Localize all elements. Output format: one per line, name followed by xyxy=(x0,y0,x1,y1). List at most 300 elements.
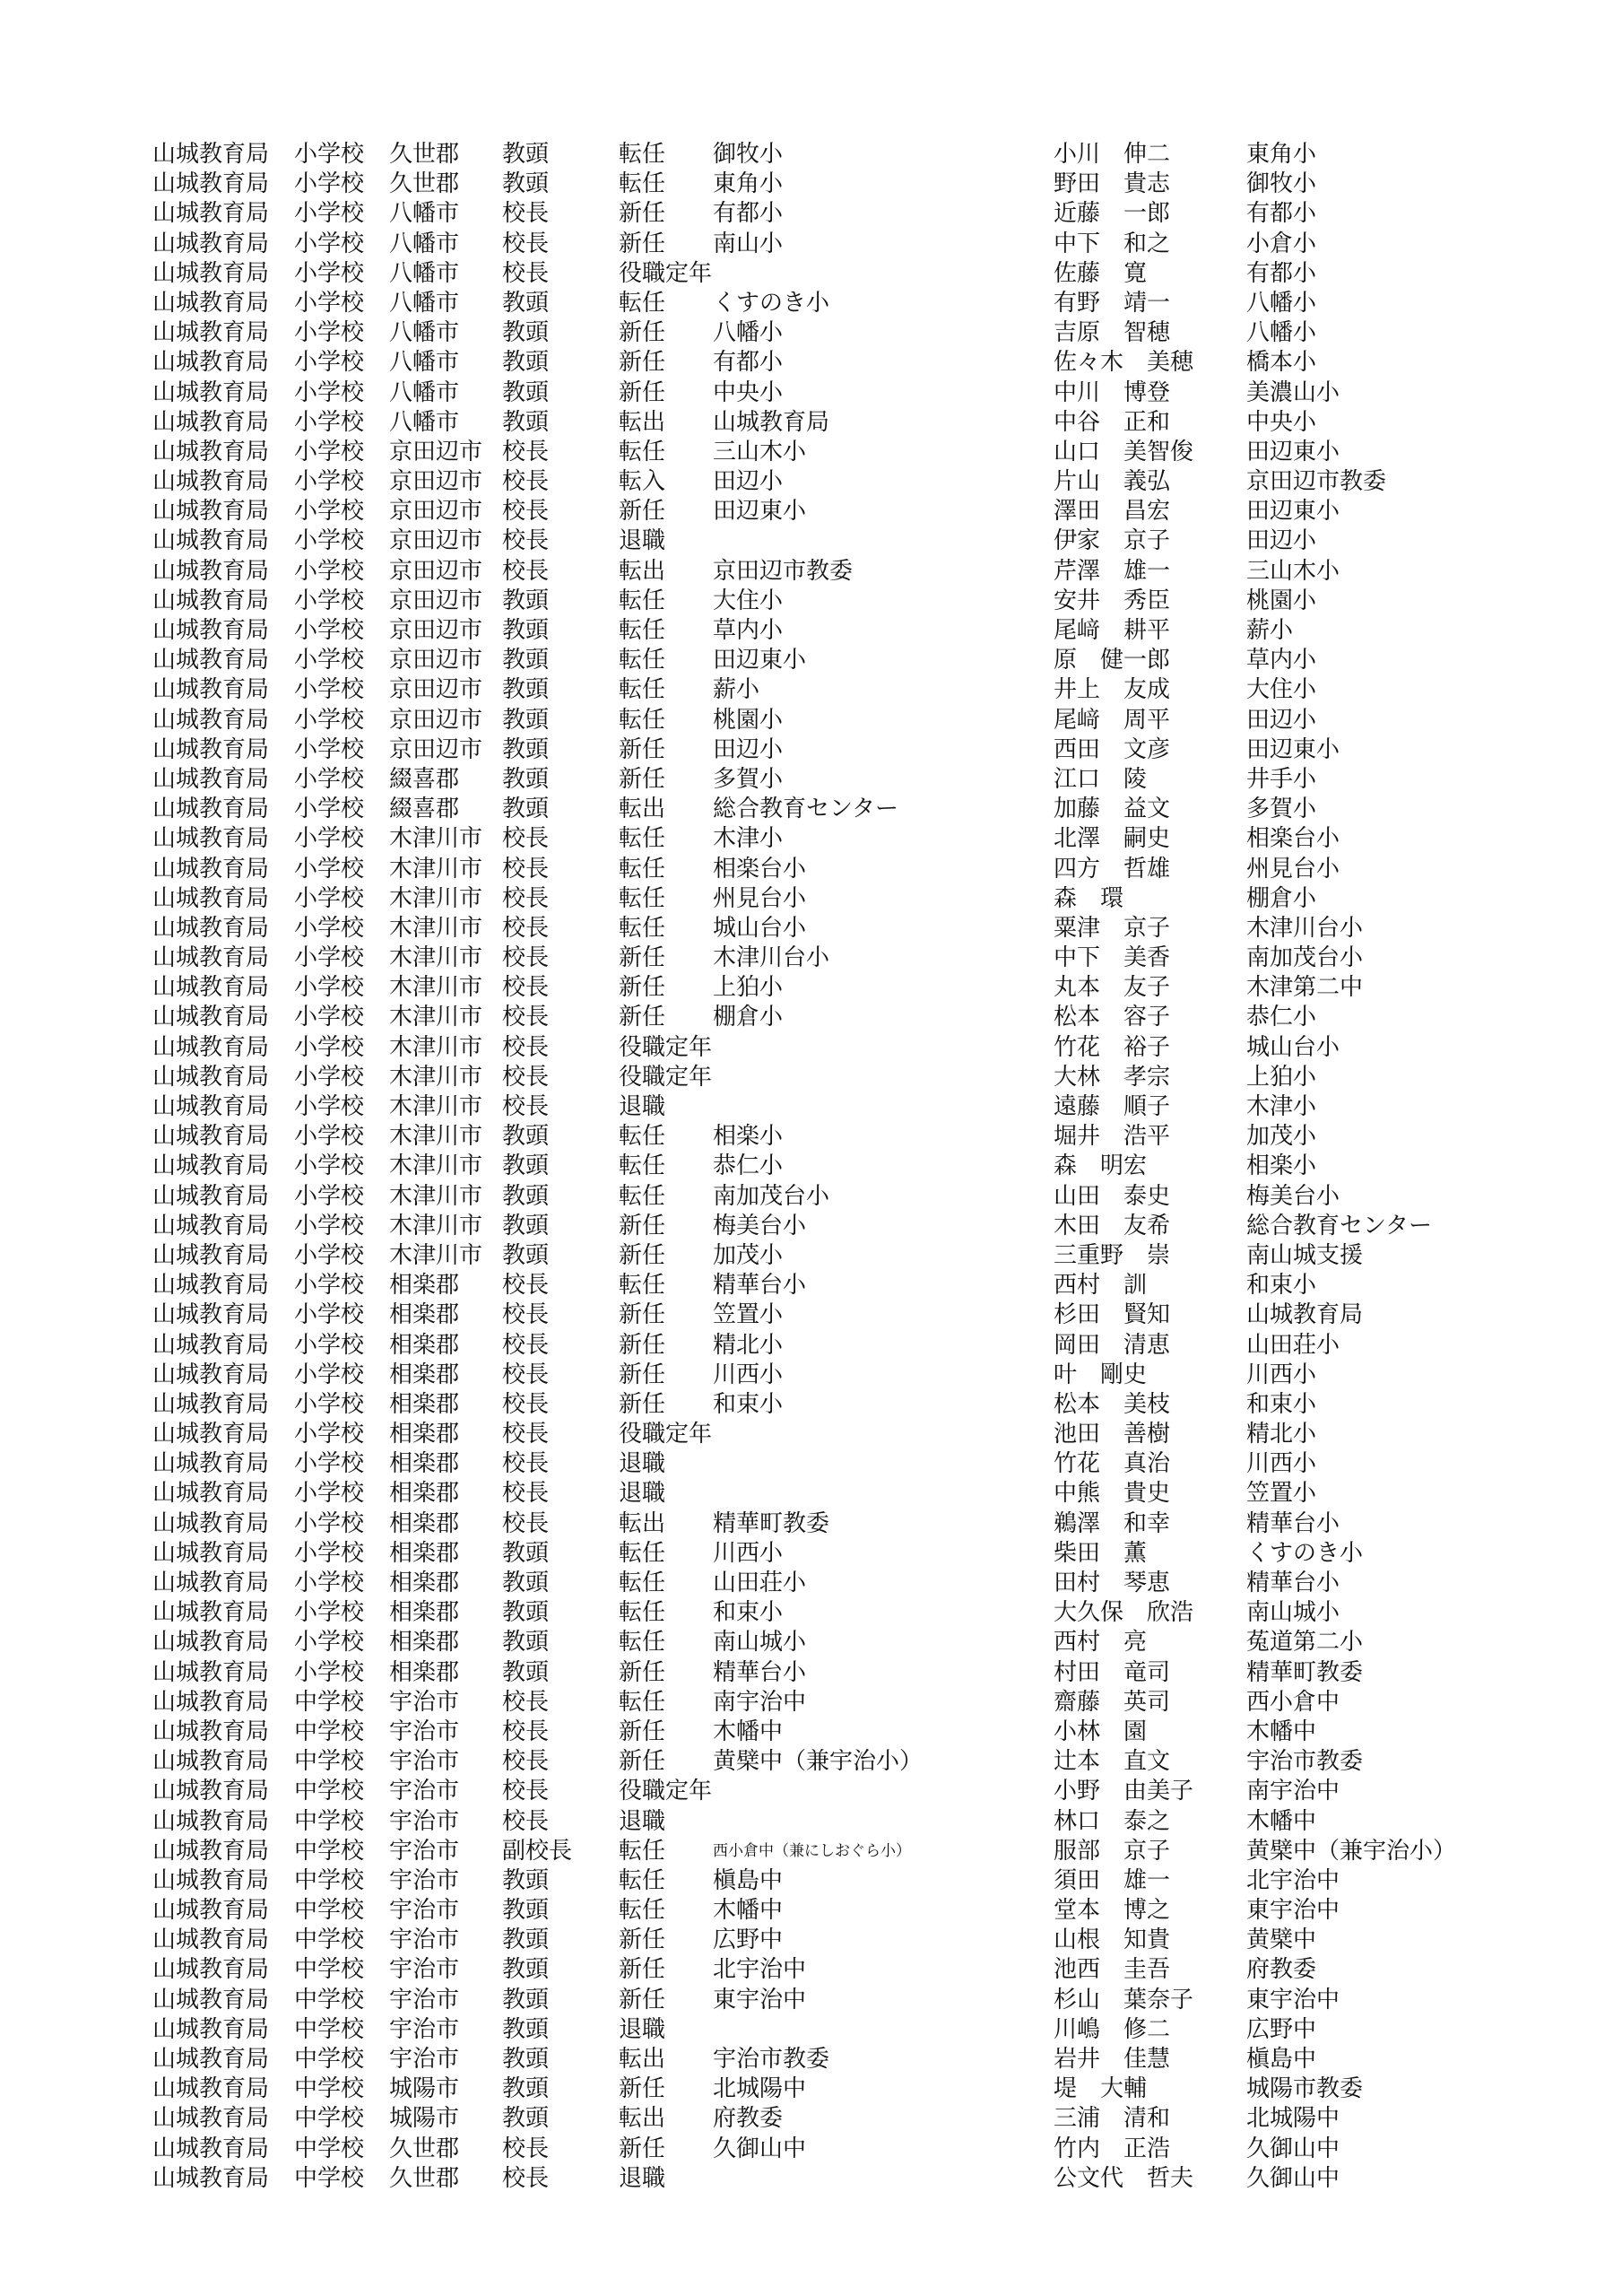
previous-post-cell: 田辺東小 xyxy=(1246,498,1340,526)
change-type-cell: 新任 xyxy=(619,974,666,1002)
person-name-cell: 伊家 京子 xyxy=(1054,527,1171,555)
person-name-cell: 森 明宏 xyxy=(1054,1152,1148,1180)
change-type-cell: 転出 xyxy=(619,2046,666,2073)
school-level-cell: 小学校 xyxy=(294,1629,365,1657)
previous-post-cell: 和束小 xyxy=(1246,1390,1317,1418)
school-level-cell: 小学校 xyxy=(294,319,365,347)
area-cell: 久世郡 xyxy=(389,141,460,168)
post-cell: 教頭 xyxy=(502,1956,550,1984)
change-type-cell: 新任 xyxy=(619,230,666,257)
previous-post-cell: 桃園小 xyxy=(1246,587,1317,614)
bureau-cell: 山城教育局 xyxy=(152,527,270,555)
post-cell: 校長 xyxy=(502,944,550,972)
person-name-cell: 原 健一郎 xyxy=(1054,647,1171,674)
new-post-cell: 北城陽中 xyxy=(713,2075,807,2103)
area-cell: 京田辺市 xyxy=(389,438,483,465)
new-post-cell: 州見台小 xyxy=(713,884,807,912)
table-row xyxy=(0,1390,1622,1420)
person-name-cell: 山田 泰史 xyxy=(1054,1182,1171,1210)
area-cell: 相楽郡 xyxy=(389,1421,460,1448)
person-name-cell: 山口 美智俊 xyxy=(1054,438,1194,465)
post-cell: 校長 xyxy=(502,1390,550,1418)
person-name-cell: 野田 貴志 xyxy=(1054,170,1171,198)
person-name-cell: 三重野 崇 xyxy=(1054,1241,1171,1269)
table-row xyxy=(0,1866,1622,1896)
person-name-cell: 澤田 昌宏 xyxy=(1054,498,1171,526)
bureau-cell: 山城教育局 xyxy=(152,2164,270,2192)
post-cell: 教頭 xyxy=(502,1539,550,1567)
school-level-cell: 小学校 xyxy=(294,735,365,763)
school-level-cell: 小学校 xyxy=(294,200,365,228)
new-post-cell: 精華台小 xyxy=(713,1272,807,1300)
school-level-cell: 小学校 xyxy=(294,1272,365,1300)
previous-post-cell: 東角小 xyxy=(1246,141,1317,168)
post-cell: 教頭 xyxy=(502,617,550,644)
school-level-cell: 小学校 xyxy=(294,974,365,1002)
post-cell: 教頭 xyxy=(502,1658,550,1686)
new-post-cell: 東宇治中 xyxy=(713,1986,807,2013)
school-level-cell: 中学校 xyxy=(294,2164,365,2192)
new-post-cell: 京田辺市教委 xyxy=(713,557,854,585)
table-row xyxy=(0,1747,1622,1777)
table-row xyxy=(0,348,1622,378)
school-level-cell: 小学校 xyxy=(294,349,365,377)
school-level-cell: 小学校 xyxy=(294,765,365,793)
area-cell: 木津川市 xyxy=(389,1033,483,1061)
table-row xyxy=(0,1449,1622,1479)
bureau-cell: 山城教育局 xyxy=(152,914,270,942)
person-name-cell: 田村 琴恵 xyxy=(1054,1570,1171,1596)
new-post-cell: 恭仁小 xyxy=(713,1152,784,1180)
area-cell: 木津川市 xyxy=(389,914,483,942)
school-level-cell: 小学校 xyxy=(294,170,365,198)
post-cell: 校長 xyxy=(502,230,550,257)
change-type-cell: 退職 xyxy=(619,1480,666,1508)
area-cell: 木津川市 xyxy=(389,855,483,883)
previous-post-cell: 府教委 xyxy=(1246,1956,1317,1984)
post-cell: 教頭 xyxy=(502,796,550,823)
new-post-cell: 山田荘小 xyxy=(713,1570,807,1596)
area-cell: 八幡市 xyxy=(389,289,460,317)
bureau-cell: 山城教育局 xyxy=(152,1956,270,1984)
person-name-cell: 齋藤 英司 xyxy=(1054,1688,1171,1716)
change-type-cell: 新任 xyxy=(619,1658,666,1686)
previous-post-cell: 橋本小 xyxy=(1246,349,1317,377)
school-level-cell: 小学校 xyxy=(294,1480,365,1508)
person-name-cell: 安井 秀臣 xyxy=(1054,587,1171,614)
area-cell: 木津川市 xyxy=(389,1063,483,1091)
change-type-cell: 転任 xyxy=(619,1272,666,1300)
school-level-cell: 中学校 xyxy=(294,1748,365,1776)
school-level-cell: 小学校 xyxy=(294,438,365,465)
change-type-cell: 新任 xyxy=(619,1361,666,1388)
post-cell: 教頭 xyxy=(502,1629,550,1657)
person-name-cell: 片山 義弘 xyxy=(1054,468,1171,496)
post-cell: 教頭 xyxy=(502,349,550,377)
previous-post-cell: 州見台小 xyxy=(1246,855,1340,883)
new-post-cell: 精華町教委 xyxy=(713,1509,830,1537)
bureau-cell: 山城教育局 xyxy=(152,765,270,793)
post-cell: 教頭 xyxy=(502,408,550,436)
school-level-cell: 小学校 xyxy=(294,617,365,644)
area-cell: 木津川市 xyxy=(389,1182,483,1210)
post-cell: 教頭 xyxy=(502,319,550,347)
bureau-cell: 山城教育局 xyxy=(152,1093,270,1120)
new-post-cell: 笠置小 xyxy=(713,1301,784,1329)
area-cell: 木津川市 xyxy=(389,1004,483,1031)
school-level-cell: 小学校 xyxy=(294,796,365,823)
bureau-cell: 山城教育局 xyxy=(152,170,270,198)
area-cell: 宇治市 xyxy=(389,1748,460,1776)
change-type-cell: 転出 xyxy=(619,796,666,823)
change-type-cell: 転任 xyxy=(619,1897,666,1925)
table-row xyxy=(0,259,1622,289)
person-name-cell: 吉原 智穂 xyxy=(1054,319,1171,347)
area-cell: 相楽郡 xyxy=(389,1509,460,1537)
area-cell: 京田辺市 xyxy=(389,587,483,614)
table-row xyxy=(0,1509,1622,1539)
change-type-cell: 役職定年 xyxy=(619,1421,713,1448)
person-name-cell: 佐藤 寛 xyxy=(1054,259,1148,287)
person-name-cell: 林口 泰之 xyxy=(1054,1807,1171,1835)
new-post-cell: 精北小 xyxy=(713,1331,784,1359)
new-post-cell: 南宇治中 xyxy=(713,1688,807,1716)
school-level-cell: 小学校 xyxy=(294,1033,365,1061)
bureau-cell: 山城教育局 xyxy=(152,647,270,674)
post-cell: 校長 xyxy=(502,825,550,853)
bureau-cell: 山城教育局 xyxy=(152,1539,270,1567)
school-level-cell: 小学校 xyxy=(294,676,365,704)
previous-post-cell: 棚倉小 xyxy=(1246,884,1317,912)
school-level-cell: 小学校 xyxy=(294,498,365,526)
post-cell: 教頭 xyxy=(502,765,550,793)
table-row xyxy=(0,557,1622,587)
school-level-cell: 中学校 xyxy=(294,1897,365,1925)
person-name-cell: 有野 靖一 xyxy=(1054,289,1171,317)
bureau-cell: 山城教育局 xyxy=(152,1718,270,1745)
previous-post-cell: 田辺東小 xyxy=(1246,735,1340,763)
bureau-cell: 山城教育局 xyxy=(152,2046,270,2073)
school-level-cell: 小学校 xyxy=(294,914,365,942)
post-cell: 教頭 xyxy=(502,289,550,317)
post-cell: 校長 xyxy=(502,468,550,496)
change-type-cell: 役職定年 xyxy=(619,1778,713,1805)
area-cell: 木津川市 xyxy=(389,1212,483,1239)
table-row xyxy=(0,1688,1622,1718)
previous-post-cell: 精華台小 xyxy=(1246,1509,1340,1537)
person-name-cell: 鵜澤 和幸 xyxy=(1054,1509,1171,1537)
area-cell: 八幡市 xyxy=(389,378,460,406)
table-row xyxy=(0,497,1622,526)
area-cell: 八幡市 xyxy=(389,319,460,347)
table-row xyxy=(0,1598,1622,1628)
new-post-cell: 多賀小 xyxy=(713,765,784,793)
new-post-cell: 久御山中 xyxy=(713,2135,807,2162)
change-type-cell: 新任 xyxy=(619,735,666,763)
school-level-cell: 小学校 xyxy=(294,259,365,287)
table-row xyxy=(0,1271,1622,1300)
table-row xyxy=(0,1926,1622,1955)
bureau-cell: 山城教育局 xyxy=(152,796,270,823)
previous-post-cell: 南山城小 xyxy=(1246,1599,1340,1627)
change-type-cell: 転任 xyxy=(619,647,666,674)
change-type-cell: 転任 xyxy=(619,141,666,168)
post-cell: 校長 xyxy=(502,1480,550,1508)
school-level-cell: 小学校 xyxy=(294,1152,365,1180)
post-cell: 教頭 xyxy=(502,2075,550,2103)
table-row xyxy=(0,1152,1622,1181)
school-level-cell: 小学校 xyxy=(294,706,365,734)
previous-post-cell: 木幡中 xyxy=(1246,1718,1317,1745)
post-cell: 校長 xyxy=(502,2164,550,2192)
table-row xyxy=(0,587,1622,616)
school-level-cell: 小学校 xyxy=(294,1241,365,1269)
table-row xyxy=(0,2104,1622,2134)
change-type-cell: 転入 xyxy=(619,468,666,496)
area-cell: 宇治市 xyxy=(389,1837,460,1865)
change-type-cell: 転任 xyxy=(619,1123,666,1151)
area-cell: 木津川市 xyxy=(389,825,483,853)
area-cell: 木津川市 xyxy=(389,974,483,1002)
person-name-cell: 粟津 京子 xyxy=(1054,914,1171,942)
table-row xyxy=(0,1479,1622,1509)
table-row xyxy=(0,1807,1622,1837)
bureau-cell: 山城教育局 xyxy=(152,1241,270,1269)
previous-post-cell: 御牧小 xyxy=(1246,170,1317,198)
table-row xyxy=(0,675,1622,705)
bureau-cell: 山城教育局 xyxy=(152,1390,270,1418)
school-level-cell: 小学校 xyxy=(294,647,365,674)
area-cell: 久世郡 xyxy=(389,2164,460,2192)
previous-post-cell: 総合教育センター xyxy=(1246,1212,1432,1239)
bureau-cell: 山城教育局 xyxy=(152,944,270,972)
school-level-cell: 小学校 xyxy=(294,1093,365,1120)
previous-post-cell: 八幡小 xyxy=(1246,319,1317,347)
table-row xyxy=(0,438,1622,467)
person-name-cell: 岩井 佳慧 xyxy=(1054,2046,1171,2073)
previous-post-cell: 有都小 xyxy=(1246,200,1317,228)
table-row xyxy=(0,526,1622,556)
change-type-cell: 転任 xyxy=(619,1837,666,1865)
table-row xyxy=(0,1122,1622,1152)
change-type-cell: 転任 xyxy=(619,825,666,853)
change-type-cell: 新任 xyxy=(619,1956,666,1984)
change-type-cell: 役職定年 xyxy=(619,259,713,287)
new-post-cell: 大住小 xyxy=(713,587,784,614)
school-level-cell: 小学校 xyxy=(294,1301,365,1329)
change-type-cell: 新任 xyxy=(619,319,666,347)
new-post-cell: 相楽台小 xyxy=(713,855,807,883)
person-name-cell: 三浦 清和 xyxy=(1054,2105,1171,2133)
area-cell: 木津川市 xyxy=(389,884,483,912)
post-cell: 教頭 xyxy=(502,1897,550,1925)
table-row xyxy=(0,1718,1622,1747)
area-cell: 京田辺市 xyxy=(389,735,483,763)
table-row xyxy=(0,1212,1622,1241)
post-cell: 校長 xyxy=(502,1063,550,1091)
table-row xyxy=(0,914,1622,944)
area-cell: 京田辺市 xyxy=(389,706,483,734)
post-cell: 教頭 xyxy=(502,2015,550,2043)
post-cell: 教頭 xyxy=(502,587,550,614)
new-post-cell: 木津小 xyxy=(713,825,784,853)
previous-post-cell: 八幡小 xyxy=(1246,289,1317,317)
change-type-cell: 転任 xyxy=(619,1599,666,1627)
previous-post-cell: 木津小 xyxy=(1246,1093,1317,1120)
change-type-cell: 転任 xyxy=(619,676,666,704)
school-level-cell: 小学校 xyxy=(294,1004,365,1031)
area-cell: 京田辺市 xyxy=(389,498,483,526)
change-type-cell: 退職 xyxy=(619,2015,666,2043)
post-cell: 校長 xyxy=(502,498,550,526)
table-row xyxy=(0,318,1622,348)
table-row xyxy=(0,408,1622,438)
person-name-cell: 西田 文彦 xyxy=(1054,735,1171,763)
area-cell: 相楽郡 xyxy=(389,1658,460,1686)
school-level-cell: 小学校 xyxy=(294,1509,365,1537)
bureau-cell: 山城教育局 xyxy=(152,1123,270,1151)
change-type-cell: 転任 xyxy=(619,914,666,942)
previous-post-cell: 精華台小 xyxy=(1246,1570,1340,1596)
change-type-cell: 新任 xyxy=(619,1390,666,1418)
post-cell: 教頭 xyxy=(502,1152,550,1180)
change-type-cell: 転任 xyxy=(619,170,666,198)
new-post-cell: 梅美台小 xyxy=(713,1212,807,1239)
person-name-cell: 池西 圭吾 xyxy=(1054,1956,1171,1984)
new-post-cell: 薪小 xyxy=(713,676,760,704)
area-cell: 木津川市 xyxy=(389,1241,483,1269)
post-cell: 教頭 xyxy=(502,1599,550,1627)
table-row xyxy=(0,1539,1622,1569)
previous-post-cell: 久御山中 xyxy=(1246,2164,1340,2192)
post-cell: 教頭 xyxy=(502,1123,550,1151)
table-row xyxy=(0,1658,1622,1688)
change-type-cell: 新任 xyxy=(619,1212,666,1239)
person-name-cell: 川嶋 修二 xyxy=(1054,2015,1171,2043)
table-row xyxy=(0,467,1622,497)
area-cell: 相楽郡 xyxy=(389,1450,460,1478)
change-type-cell: 転出 xyxy=(619,557,666,585)
area-cell: 城陽市 xyxy=(389,2105,460,2133)
bureau-cell: 山城教育局 xyxy=(152,974,270,1002)
change-type-cell: 新任 xyxy=(619,1748,666,1776)
new-post-cell: 川西小 xyxy=(713,1539,784,1567)
change-type-cell: 転任 xyxy=(619,1629,666,1657)
new-post-cell: 有都小 xyxy=(713,349,784,377)
school-level-cell: 中学校 xyxy=(294,1986,365,2013)
change-type-cell: 転出 xyxy=(619,2105,666,2133)
school-level-cell: 中学校 xyxy=(294,1807,365,1835)
bureau-cell: 山城教育局 xyxy=(152,438,270,465)
area-cell: 八幡市 xyxy=(389,259,460,287)
area-cell: 久世郡 xyxy=(389,2135,460,2162)
previous-post-cell: 槇島中 xyxy=(1246,2046,1317,2073)
change-type-cell: 転任 xyxy=(619,1570,666,1596)
bureau-cell: 山城教育局 xyxy=(152,1421,270,1448)
area-cell: 木津川市 xyxy=(389,1152,483,1180)
area-cell: 木津川市 xyxy=(389,1123,483,1151)
table-row xyxy=(0,1986,1622,2015)
table-row xyxy=(0,170,1622,199)
post-cell: 教頭 xyxy=(502,2105,550,2133)
bureau-cell: 山城教育局 xyxy=(152,468,270,496)
previous-post-cell: 木幡中 xyxy=(1246,1807,1317,1835)
new-post-cell: 桃園小 xyxy=(713,706,784,734)
bureau-cell: 山城教育局 xyxy=(152,1301,270,1329)
new-post-cell: 田辺小 xyxy=(713,468,784,496)
person-name-cell: 大林 孝宗 xyxy=(1054,1063,1171,1091)
post-cell: 校長 xyxy=(502,438,550,465)
change-type-cell: 新任 xyxy=(619,1926,666,1954)
new-post-cell: 御牧小 xyxy=(713,141,784,168)
bureau-cell: 山城教育局 xyxy=(152,2135,270,2162)
area-cell: 宇治市 xyxy=(389,1897,460,1925)
area-cell: 八幡市 xyxy=(389,349,460,377)
person-name-cell: 大久保 欣浩 xyxy=(1054,1599,1194,1627)
previous-post-cell: 南宇治中 xyxy=(1246,1778,1340,1805)
bureau-cell: 山城教育局 xyxy=(152,587,270,614)
area-cell: 綴喜郡 xyxy=(389,796,460,823)
bureau-cell: 山城教育局 xyxy=(152,1063,270,1091)
school-level-cell: 中学校 xyxy=(294,2135,365,2162)
school-level-cell: 中学校 xyxy=(294,1778,365,1805)
new-post-cell: 東角小 xyxy=(713,170,784,198)
school-level-cell: 小学校 xyxy=(294,1212,365,1239)
school-level-cell: 中学校 xyxy=(294,1718,365,1745)
school-level-cell: 小学校 xyxy=(294,230,365,257)
change-type-cell: 新任 xyxy=(619,1004,666,1031)
area-cell: 八幡市 xyxy=(389,200,460,228)
change-type-cell: 転任 xyxy=(619,1539,666,1567)
new-post-cell: 田辺東小 xyxy=(713,498,807,526)
previous-post-cell: 宇治市教委 xyxy=(1246,1748,1364,1776)
post-cell: 校長 xyxy=(502,1093,550,1120)
bureau-cell: 山城教育局 xyxy=(152,676,270,704)
bureau-cell: 山城教育局 xyxy=(152,319,270,347)
person-name-cell: 木田 友希 xyxy=(1054,1212,1171,1239)
table-row xyxy=(0,824,1622,854)
person-name-cell: 松本 容子 xyxy=(1054,1004,1171,1031)
person-name-cell: 堂本 博之 xyxy=(1054,1897,1171,1925)
school-level-cell: 小学校 xyxy=(294,1421,365,1448)
new-post-cell: 精華台小 xyxy=(713,1658,807,1686)
change-type-cell: 転出 xyxy=(619,408,666,436)
bureau-cell: 山城教育局 xyxy=(152,1599,270,1627)
post-cell: 教頭 xyxy=(502,378,550,406)
bureau-cell: 山城教育局 xyxy=(152,289,270,317)
bureau-cell: 山城教育局 xyxy=(152,1509,270,1537)
previous-post-cell: くすのき小 xyxy=(1246,1539,1364,1567)
table-row xyxy=(0,973,1622,1003)
area-cell: 宇治市 xyxy=(389,1688,460,1716)
change-type-cell: 転任 xyxy=(619,884,666,912)
previous-post-cell: 精華町教委 xyxy=(1246,1658,1364,1686)
post-cell: 教頭 xyxy=(502,735,550,763)
bureau-cell: 山城教育局 xyxy=(152,1272,270,1300)
bureau-cell: 山城教育局 xyxy=(152,1450,270,1478)
bureau-cell: 山城教育局 xyxy=(152,1778,270,1805)
table-row xyxy=(0,1628,1622,1657)
change-type-cell: 転任 xyxy=(619,706,666,734)
bureau-cell: 山城教育局 xyxy=(152,1926,270,1954)
new-post-cell: 中央小 xyxy=(713,378,784,406)
change-type-cell: 新任 xyxy=(619,1986,666,2013)
new-post-cell: 南山小 xyxy=(713,230,784,257)
person-name-cell: 丸本 友子 xyxy=(1054,974,1171,1002)
post-cell: 校長 xyxy=(502,1778,550,1805)
school-level-cell: 中学校 xyxy=(294,1688,365,1716)
bureau-cell: 山城教育局 xyxy=(152,230,270,257)
